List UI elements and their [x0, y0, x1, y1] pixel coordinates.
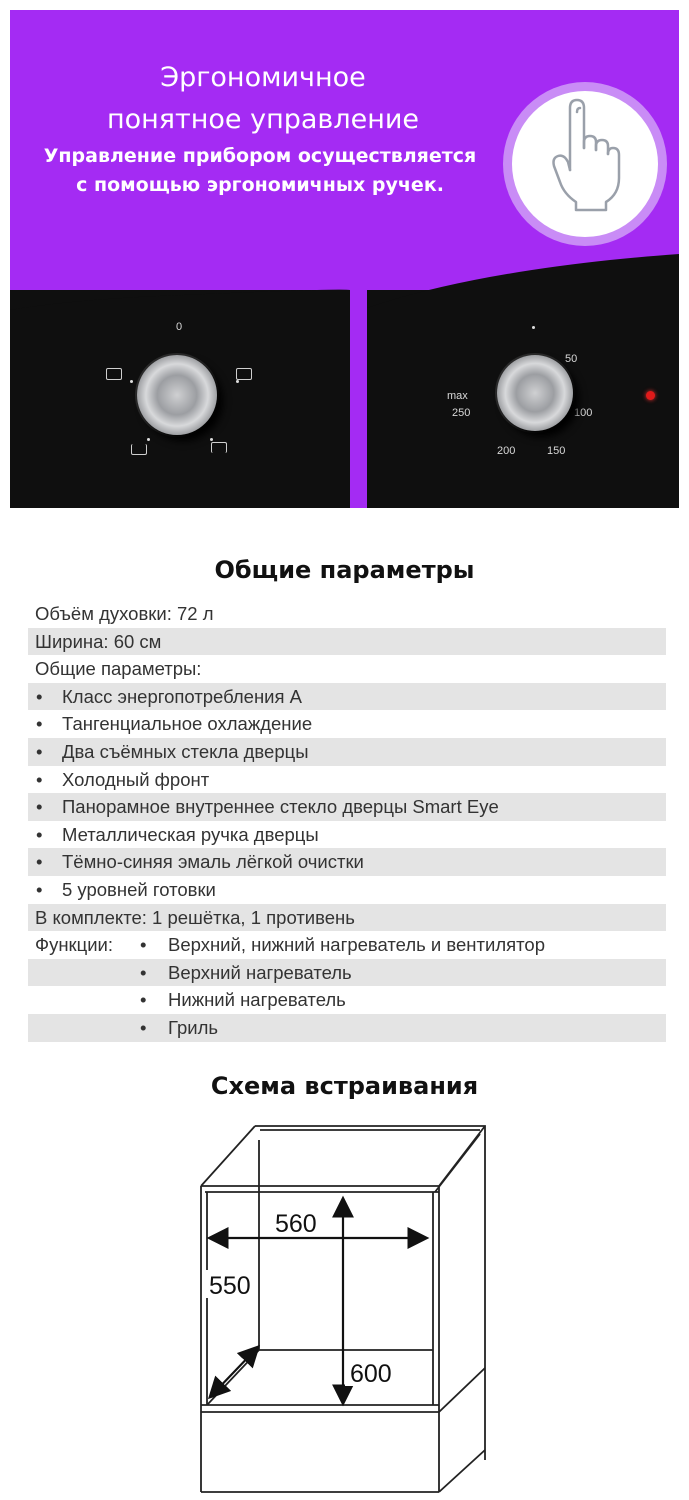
bottom-heat-icon	[131, 444, 147, 455]
banner-title-line1: Эргономичное	[160, 62, 366, 93]
bullet: •	[140, 989, 147, 1011]
feature-text: Два съёмных стекла дверцы	[62, 740, 309, 762]
feature-item	[28, 710, 666, 738]
spec-kit	[28, 904, 666, 932]
bullet: •	[140, 934, 147, 956]
promo-banner	[10, 10, 679, 508]
spec-text: Ширина: 60 см	[35, 630, 162, 652]
depth-dimension: 550	[209, 1272, 251, 1300]
feature-item	[28, 793, 666, 821]
functions-label: Функции:	[35, 934, 114, 956]
knob-dot	[236, 380, 239, 383]
spec-text: В комплекте: 1 решётка, 1 противень	[35, 906, 355, 928]
spec-volume	[28, 600, 666, 628]
knob-dot	[147, 438, 150, 441]
function-text: Верхний, нижний нагреватель и вентилятор	[168, 934, 545, 956]
function-item	[28, 931, 666, 959]
top-heat-icon	[211, 442, 227, 453]
knob-dot	[130, 380, 133, 383]
function-text: Верхний нагреватель	[168, 961, 352, 983]
bullet: •	[36, 851, 43, 873]
specs-title: Общие параметры	[214, 556, 475, 584]
finger-pointer-icon	[540, 98, 630, 218]
spec-general-label	[28, 655, 666, 683]
feature-text: Тангенциальное охлаждение	[62, 713, 313, 735]
feature-text: Металлическая ручка дверцы	[62, 823, 319, 845]
width-dimension: 560	[275, 1210, 317, 1238]
feature-text: Панорамное внутреннее стекло дверцы Smart Eye	[62, 796, 499, 818]
feature-text: 5 уровней готовки	[62, 878, 216, 900]
spec-width	[28, 628, 666, 656]
spec-text: Общие параметры:	[35, 658, 202, 680]
feature-item	[28, 683, 666, 711]
spec-text: Объём духовки: 72 л	[35, 603, 214, 624]
function-item	[28, 959, 666, 987]
knob-dot	[532, 326, 535, 329]
feature-text: Тёмно-синяя эмаль лёгкой очистки	[62, 851, 364, 873]
grill-mode-icon	[236, 368, 252, 380]
oven-panel-right	[367, 290, 679, 508]
bullet: •	[36, 713, 43, 735]
fan-mode-icon	[106, 368, 122, 380]
function-text: Гриль	[168, 1016, 219, 1038]
banner-subtitle-line1: Управление прибором осуществляется	[43, 145, 477, 167]
bullet: •	[140, 961, 147, 983]
label-50: 50	[565, 353, 578, 365]
bullet: •	[36, 878, 43, 900]
label-100: 100	[574, 407, 593, 419]
banner-title-line2: понятное управление	[106, 104, 420, 135]
feature-text: Холодный фронт	[62, 768, 210, 790]
function-text: Нижний нагреватель	[168, 989, 346, 1011]
specs-table	[28, 600, 666, 1042]
schema-title: Схема встраивания	[210, 1072, 479, 1100]
label-max: max	[447, 390, 468, 402]
bullet: •	[140, 1016, 147, 1038]
bullet: •	[36, 823, 43, 845]
label-250: 250	[452, 407, 471, 419]
feature-text: Класс энергопотребления А	[62, 685, 303, 707]
mode-knob[interactable]	[137, 355, 217, 435]
label-200: 200	[497, 445, 516, 457]
panel-arc	[10, 240, 679, 320]
feature-item	[28, 876, 666, 904]
knob-dot	[210, 438, 213, 441]
feature-item	[28, 738, 666, 766]
feature-item	[28, 821, 666, 849]
bullet: •	[36, 768, 43, 790]
installation-diagram	[195, 1120, 495, 1495]
label-150: 150	[547, 445, 566, 457]
temperature-knob[interactable]	[497, 355, 573, 431]
banner-subtitle-line2: с помощью эргономичных ручек.	[76, 174, 444, 196]
heating-indicator-light	[646, 391, 655, 400]
feature-item	[28, 848, 666, 876]
function-item	[28, 1014, 666, 1042]
bullet: •	[36, 796, 43, 818]
height-dimension: 600	[350, 1360, 392, 1388]
bullet: •	[36, 740, 43, 762]
feature-item	[28, 766, 666, 794]
bullet: •	[36, 685, 43, 707]
zero-label: 0	[176, 321, 183, 333]
function-item	[28, 986, 666, 1014]
oven-panel-left	[10, 290, 350, 508]
